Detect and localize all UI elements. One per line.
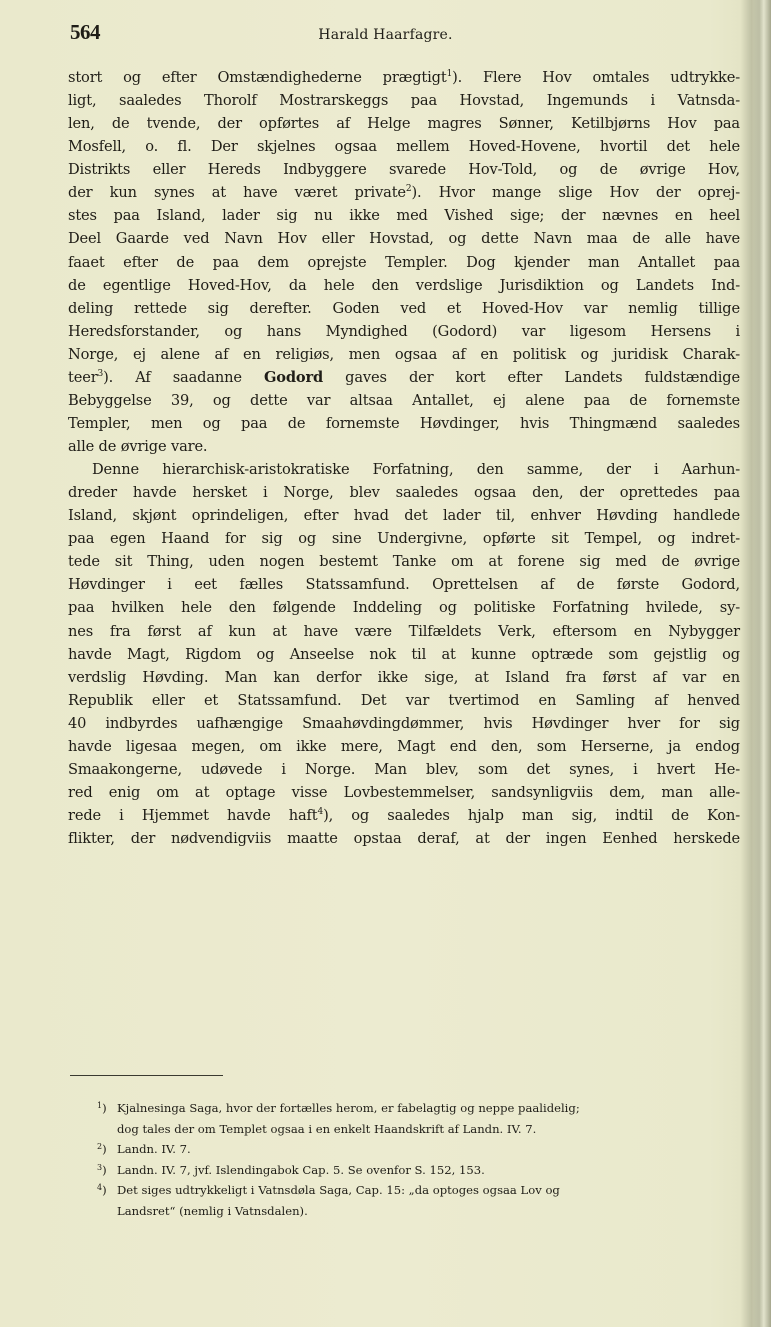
- line-text: rede i Hjemmet havde haft: [68, 807, 318, 824]
- text-line: [68, 343, 740, 366]
- text-line: [68, 758, 740, 781]
- footnote-text: Landn. IV. 7.: [117, 1142, 191, 1156]
- line-text: Templer, men og paa de fornemste Høvdinger, hvis Thingmænd saaledes: [68, 414, 740, 432]
- footnote-number: 2: [97, 1142, 103, 1151]
- line-text: verdslig Høvding. Man kan derfor ikke sige, at Island fra først af var en: [68, 668, 740, 686]
- text-line: [68, 804, 740, 827]
- text-line: [68, 135, 740, 158]
- text-line: [68, 251, 740, 274]
- line-text: teer: [68, 368, 98, 386]
- footnote-mark: $^1$): [97, 1101, 107, 1115]
- text-line: [68, 112, 740, 135]
- footnote-number: 1: [97, 1101, 103, 1110]
- line-text: Republik eller et Statssamfund. Det var tvertimod en Samling af henved: [68, 691, 740, 709]
- footnote-3: [97, 1160, 697, 1181]
- line-text: havde Magt, Rigdom og Anseelse nok til at kunne optræde som gejstlig og: [68, 645, 740, 663]
- line-text: Distrikts eller Hereds Indbyggere svarede Hov-Told, og de øvrige Hov,: [68, 161, 740, 179]
- text-line: [68, 227, 740, 250]
- line-text: Bebyggelse 39, og dette var altsaa Antallet, ej alene paa de fornemste: [68, 391, 740, 409]
- line-text: dreder havde hersket i Norge, blev saaledes ogsaa den, der oprettedes paa: [68, 484, 740, 502]
- text-line: [68, 620, 740, 643]
- text-line: [68, 297, 740, 320]
- text-line: [68, 181, 740, 204]
- body-text: [68, 66, 740, 850]
- text-line: [68, 412, 740, 435]
- text-line: [68, 781, 740, 804]
- text-line: [68, 389, 740, 412]
- line-text: faaet efter de paa dem oprejste Templer. Dog kjender man Antallet paa: [68, 253, 740, 271]
- footnote-text: Kjalnesinga Saga, hvor der fortælles herom, er fabelagtig og neppe paalidelig;: [117, 1101, 580, 1115]
- footnote-reference[interactable]: 1: [446, 69, 453, 79]
- footnote-reference[interactable]: 2: [405, 184, 412, 195]
- line-text: de egentlige Hoved-Hov, da hele den verdslige Jurisdiktion og Landets Ind-: [68, 276, 740, 294]
- text-line: [68, 435, 740, 458]
- text-line: [68, 596, 740, 619]
- line-text: havde ligesaa megen, om ikke mere, Magt end den, som Herserne, ja endog: [68, 737, 740, 755]
- text-line: [68, 89, 740, 112]
- footnote-1: [97, 1098, 697, 1139]
- text-line: [68, 504, 740, 527]
- emphasized-term: Godord: [263, 368, 324, 386]
- text-line: [68, 666, 740, 689]
- footnote-reference[interactable]: 3: [97, 368, 104, 379]
- line-text: tede sit Thing, uden nogen bestemt Tanke om at forene sig med de øvrige: [68, 553, 740, 571]
- text-line: [68, 550, 740, 573]
- line-text: deling rettede sig derefter. Goden ved et Hoved-Hov var nemlig tillige: [68, 299, 740, 317]
- text-line: [68, 689, 740, 712]
- line-text: stort og efter Omstændighederne prægtigt: [68, 69, 447, 86]
- line-text: Heredsforstander, og hans Myndighed (Godord) var ligesom Hersens i: [68, 322, 740, 340]
- text-line: [68, 712, 740, 735]
- text-line: [68, 320, 740, 343]
- footnote-text: dog tales der om Templet ogsaa i en enkelt Haandskrift af Landn. IV. 7.: [117, 1121, 537, 1136]
- line-text: Norge, ej alene af en religiøs, men ogsaa af en politisk og juridisk Charak-: [68, 345, 740, 363]
- line-text: ligt, saaledes Thorolf Mostrarskeggs paa Hovstad, Ingemunds i Vatnsda-: [68, 92, 740, 110]
- footnote-text: Det siges udtrykkeligt i Vatnsdøla Saga, Cap. 15: „da optoges ogsaa Lov og: [117, 1183, 560, 1197]
- line-text: stes paa Island, lader sig nu ikke med Vished sige; der nævnes en heel: [68, 207, 740, 225]
- footnote-separator-rule: [70, 1075, 223, 1076]
- line-text: paa egen Haand for sig og sine Undergivne, opførte sit Tempel, og indret-: [68, 530, 740, 548]
- text-line: [68, 66, 740, 89]
- running-head: Harald Haarfagre.: [318, 27, 453, 43]
- page-edge-shadow: [753, 0, 771, 1327]
- line-text: der kun synes at have været private: [68, 184, 406, 202]
- text-line: [68, 366, 740, 389]
- footnote-2: [97, 1139, 697, 1160]
- footnote-text: Landsret“ (nemlig i Vatnsdalen).: [117, 1203, 308, 1218]
- line-text: red enig om at optage visse Lovbestemmelser, sandsynligviis dem, man alle-: [68, 783, 740, 801]
- text-line: [68, 458, 740, 481]
- text-line: [68, 735, 740, 758]
- footnote-4: [97, 1180, 697, 1221]
- line-text: ). Flere Hov omtales udtrykke-: [452, 69, 740, 86]
- footnote-number: 3: [97, 1162, 103, 1172]
- footnote-mark: $^3$): [97, 1162, 107, 1177]
- line-text: alle de øvrige vare.: [68, 438, 208, 455]
- line-text: len, de tvende, der opførtes af Helge magres Sønner, Ketilbjørns Hov paa: [68, 115, 740, 133]
- line-text: Smaakongerne, udøvede i Norge. Man blev, som det synes, i hvert He-: [68, 760, 740, 778]
- footnote-number: 4: [97, 1183, 103, 1192]
- text-line: [68, 527, 740, 550]
- text-line: [68, 481, 740, 504]
- line-text: Høvdinger i eet fælles Statssamfund. Oprettelsen af de første Godord,: [68, 576, 740, 594]
- line-text: flikter, der nødvendigviis maatte opstaa deraf, at der ingen Eenhed herskede: [68, 830, 740, 848]
- line-text: Deel Gaarde ved Navn Hov eller Hovstad, og dette Navn maa de alle have: [68, 230, 740, 248]
- line-text: paa hvilken hele den følgende Inddeling og politiske Forfatning hvilede, sy-: [68, 599, 740, 617]
- text-line: [68, 274, 740, 297]
- line-text: Mosfell, o. fl. Der skjelnes ogsaa mellem Hoved-Hovene, hvortil det hele: [68, 138, 740, 156]
- line-text: Island, skjønt oprindeligen, efter hvad det lader til, enhver Høvding handlede: [68, 507, 740, 525]
- line-text: ), og saaledes hjalp man sig, indtil de Kon-: [323, 807, 740, 824]
- footnote-mark: $^4$): [97, 1183, 107, 1197]
- line-text: ). Af saadanne: [103, 368, 264, 386]
- text-line: [68, 204, 740, 227]
- text-line: [68, 158, 740, 181]
- text-line: [68, 573, 740, 596]
- footnotes: [97, 1098, 697, 1221]
- line-text: 40 indbyrdes uafhængige Smaahøvdingdømmer, hvis Høvdinger hver for sig: [68, 714, 740, 732]
- text-line: [68, 643, 740, 666]
- line-text: ). Hvor mange slige Hov der oprej-: [411, 184, 740, 202]
- line-text: nes fra først af kun at have være Tilfældets Verk, eftersom en Nybygger: [68, 622, 740, 640]
- line-text: Denne hierarchisk-aristokratiske Forfatning, den samme, der i Aarhun-: [92, 461, 740, 479]
- footnote-mark: $^2$): [97, 1142, 107, 1156]
- line-text: gaves der kort efter Landets fuldstændige: [323, 368, 740, 386]
- page-number: 564: [70, 20, 100, 44]
- footnote-text: Landn. IV. 7, jvf. Islendingabok Cap. 5. Se ovenfor S. 152, 153.: [117, 1162, 485, 1177]
- footnote-reference[interactable]: 4: [317, 807, 324, 817]
- text-line: [68, 827, 740, 850]
